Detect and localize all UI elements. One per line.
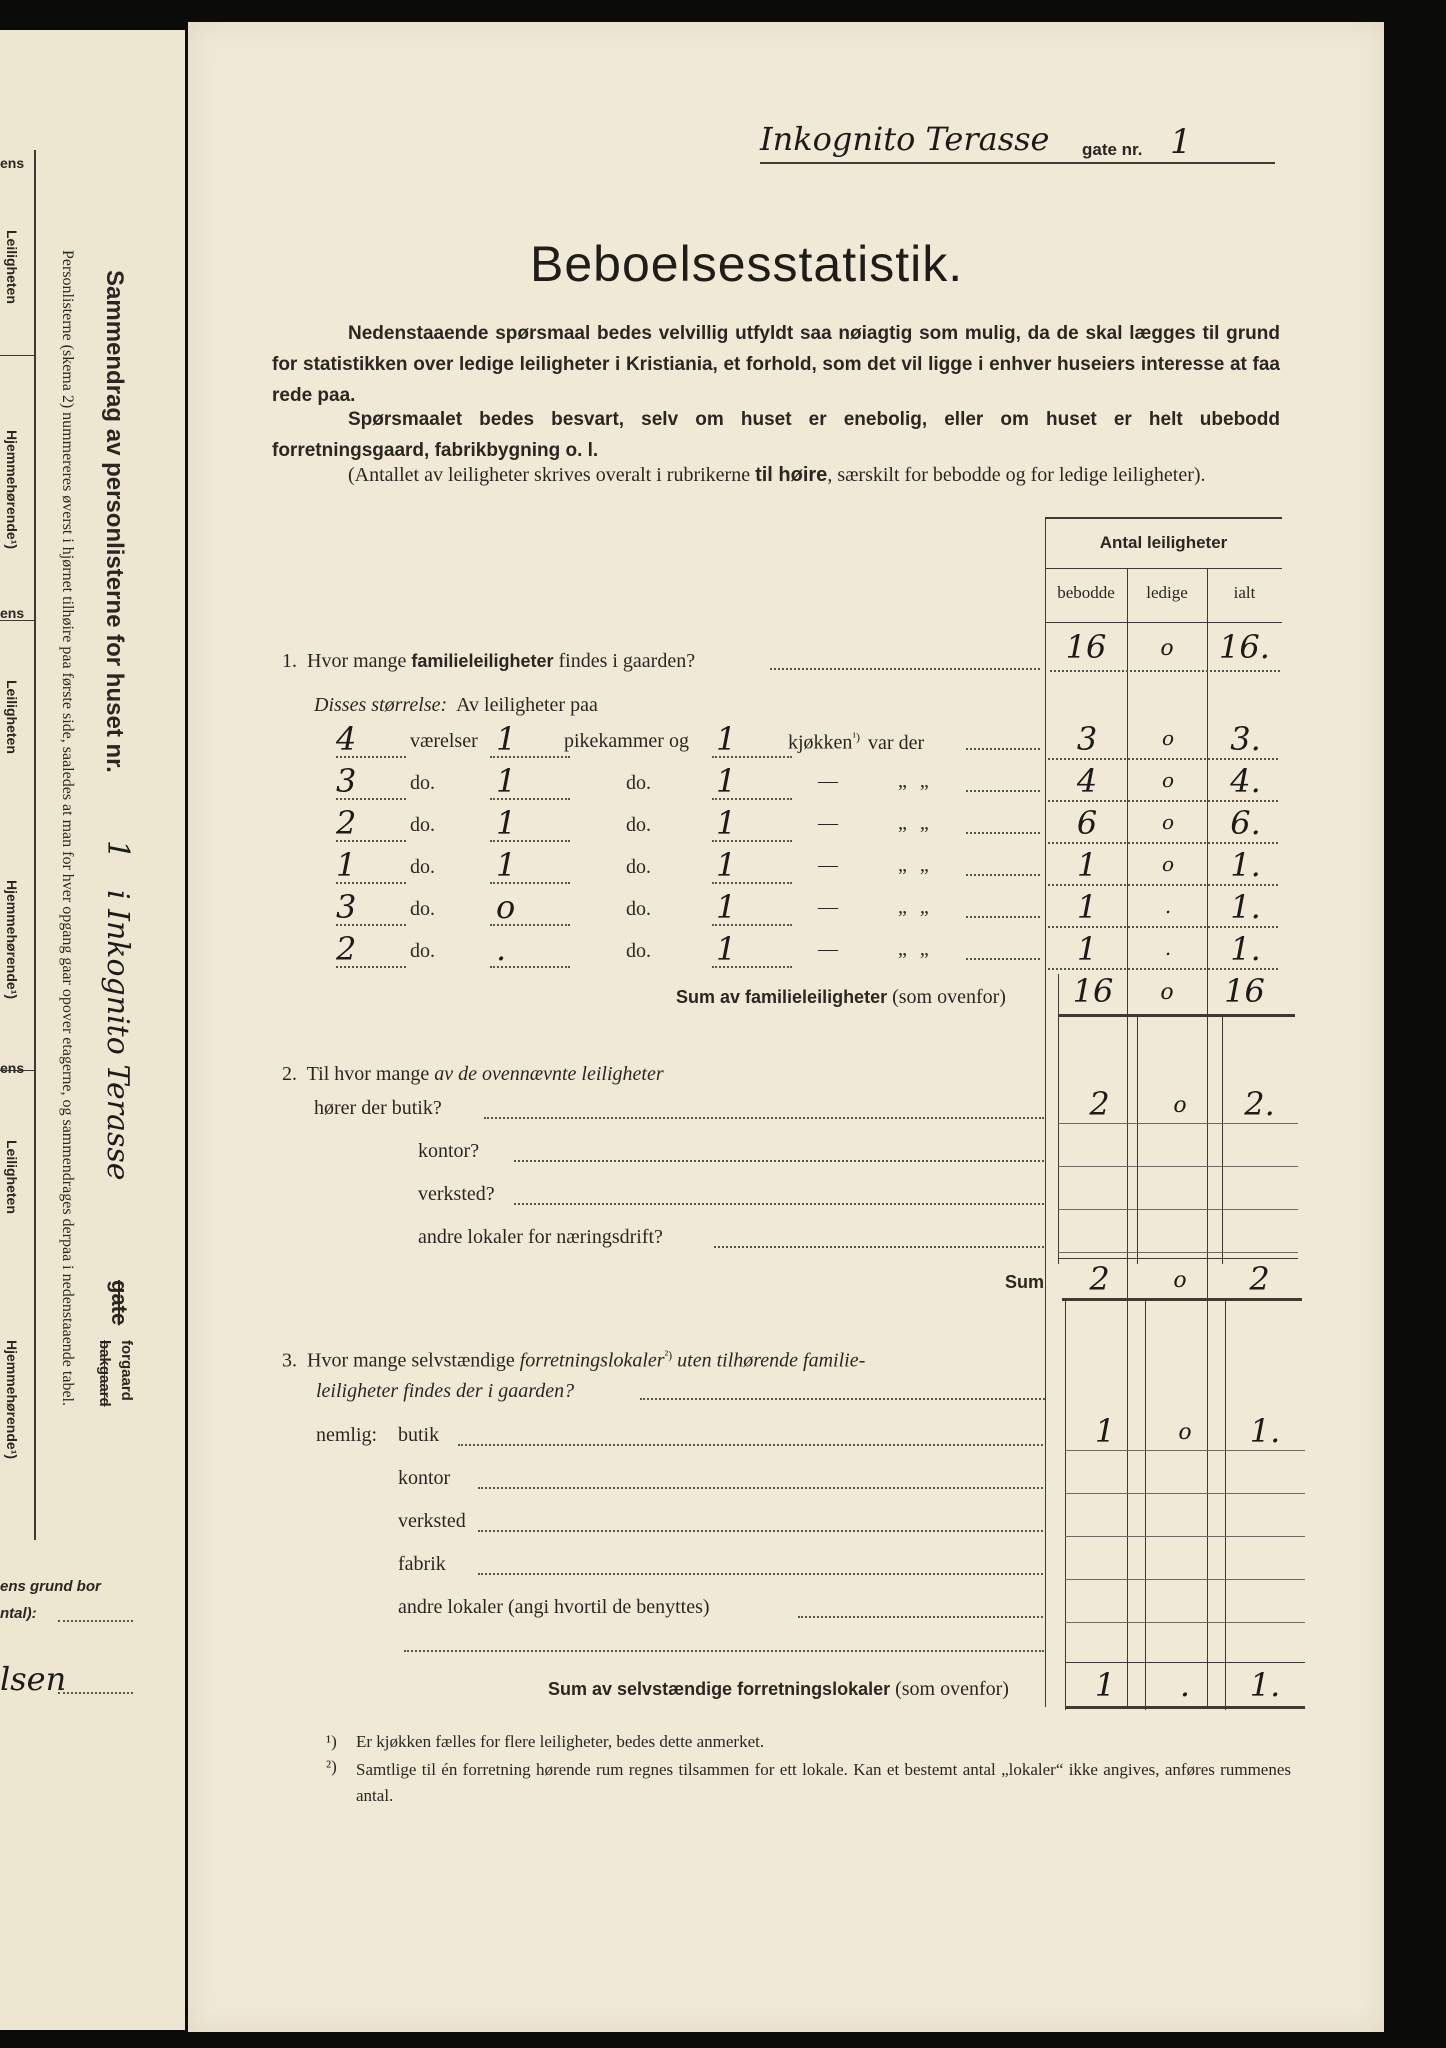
q2-item-dots — [514, 1203, 1044, 1205]
q1-ialt: 16. — [1219, 628, 1270, 666]
header-rule — [760, 162, 1275, 164]
dotted-blank — [712, 798, 792, 800]
row-dots — [966, 874, 1040, 876]
kitchen-sup: ¹) — [852, 730, 861, 744]
q2-item-label: verksted? — [418, 1183, 495, 1205]
ialt-value: 6. — [1230, 804, 1261, 842]
rooms-label: do. — [410, 856, 435, 878]
left-page-bakgaard: bakgaard — [96, 1340, 113, 1407]
answer-dots — [1048, 968, 1278, 970]
ialt-value: 1. — [1230, 930, 1261, 968]
q2-bebodde: 2 — [1089, 1085, 1110, 1123]
q2-rows — [314, 1085, 1294, 1265]
table-top-rule — [1045, 517, 1282, 519]
rooms-value: 2 — [336, 804, 357, 842]
maid-label: pikekammer og — [564, 730, 689, 752]
left-page — [0, 30, 185, 2030]
table-header-rule — [1045, 568, 1282, 569]
rooms-value: 4 — [336, 720, 357, 758]
q3-item-dots — [798, 1616, 1043, 1618]
rooms-value: 3 — [336, 762, 357, 800]
q2-answer-rule — [1058, 1123, 1298, 1124]
q2-answer-rule — [1058, 1209, 1298, 1210]
q3-ledige: o — [1178, 1420, 1192, 1445]
kitchen-value: 1 — [716, 930, 737, 968]
left-signature: lsen — [0, 1660, 67, 1698]
dotted-blank — [490, 882, 570, 884]
dotted-blank — [490, 924, 570, 926]
ledige-value: . — [1164, 936, 1172, 960]
dotted-blank — [336, 756, 406, 758]
gate-label: gate nr. — [1082, 140, 1143, 159]
q1-sum-label: Sum av familieleiligheter (som ovenfor) — [676, 986, 1006, 1008]
left-dotted — [58, 1692, 133, 1694]
maid-value: 1 — [496, 804, 517, 842]
ditto-mark: „ „ — [898, 812, 933, 834]
q3-answer-rule — [1065, 1622, 1305, 1623]
maid-value: 1 — [496, 762, 517, 800]
dotted-blank — [336, 966, 406, 968]
q2-item-label: andre lokaler for næringsdrift? — [418, 1226, 663, 1248]
q2-sum-label: Sum — [1005, 1272, 1045, 1292]
bebodde-value: 1 — [1076, 930, 1098, 968]
intro-paragraph-3: (Antallet av leiligheter skrives overalt i rubrikerne til høire, særskilt for bebodde og for ledige leiligheter). — [348, 464, 1206, 486]
maid-label: do. — [626, 898, 651, 920]
rooms-label: do. — [410, 898, 435, 920]
bebodde-value: 1 — [1076, 888, 1098, 926]
q3-question-cont: leiligheter findes der i gaarden? — [316, 1380, 575, 1402]
bebodde-value: 6 — [1076, 804, 1098, 842]
q1-sum-rule — [1058, 1014, 1295, 1017]
q3-item-dots — [478, 1487, 1043, 1489]
rooms-label: do. — [410, 772, 435, 794]
were-word: var der — [868, 731, 925, 754]
left-tab: ens — [0, 155, 25, 171]
left-page-street: i Inkognito Terasse — [100, 890, 135, 1181]
q3-item-label: kontor — [398, 1467, 451, 1489]
kitchen-label — [788, 730, 924, 755]
q3-item-dots — [478, 1573, 1043, 1575]
q2-item-dots — [514, 1160, 1044, 1162]
q3-dots — [640, 1398, 1045, 1400]
rooms-label: do. — [410, 814, 435, 836]
left-tab: Hjemmehørende¹) — [4, 430, 20, 550]
left-tab: Hjemmehørende¹) — [4, 1340, 20, 1460]
ledige-value: o — [1161, 768, 1175, 792]
left-tab: Hjemmehørende¹) — [4, 880, 20, 1000]
left-page-number: 1 — [100, 840, 135, 860]
footnote-1-mark: ¹) — [326, 1732, 337, 1751]
q2-sum-bebodde: 2 — [1089, 1260, 1110, 1298]
q1-question: 1. Hvor mange familieleiligheter findes i gaarden? — [282, 650, 696, 672]
q3-item-dots — [478, 1530, 1043, 1532]
ialt-value: 1. — [1230, 846, 1261, 884]
ledige-value: o — [1161, 810, 1175, 834]
q3-answer-rule — [1065, 1579, 1305, 1580]
table-header-group: Antal leiligheter — [1099, 533, 1228, 552]
ditto-dash: — — [818, 896, 838, 918]
kitchen-value: 1 — [716, 804, 737, 842]
q3-sum-rule — [1065, 1706, 1305, 1709]
intro-paragraph-1: Nedenstaaende spørsmaal bedes velvillig utfyldt saa nøiagtig som mulig, da de skal lægges til grund for statistikken over ledige leiligheter i Kristiania, et forhold, som det vil ligge i enhver huseiers interesse at faa rede paa. — [272, 323, 1280, 406]
ditto-dash: — — [818, 812, 838, 834]
q3-blank-line — [404, 1650, 1044, 1652]
dotted-blank — [712, 924, 792, 926]
q2-sum-rule — [1062, 1298, 1302, 1301]
ditto-mark: „ „ — [898, 770, 933, 792]
answer-dots — [1048, 758, 1278, 760]
q2-item-label: kontor? — [418, 1140, 480, 1162]
q2-ialt: 2. — [1244, 1085, 1275, 1123]
kitchen-value: 1 — [716, 888, 737, 926]
ialt-value: 4. — [1230, 762, 1261, 800]
q1-sum-ialt: 16 — [1224, 972, 1265, 1010]
left-tab: ens — [0, 1060, 25, 1076]
ditto-dash: — — [818, 854, 838, 876]
dotted-blank — [712, 966, 792, 968]
kitchen-word: kjøkken — [788, 731, 853, 754]
q2-question: 2. Til hvor mange av de ovennævnte leiligheter — [282, 1063, 664, 1085]
rooms-value: 2 — [336, 930, 357, 968]
maid-value: . — [496, 930, 507, 968]
q1-dots — [770, 668, 1040, 670]
left-rule — [34, 150, 36, 1540]
q2-sum-ledige: o — [1173, 1268, 1187, 1293]
house-number: 1 — [1170, 122, 1192, 162]
row-dots — [966, 790, 1040, 792]
q1-ledige: o — [1160, 636, 1174, 661]
left-bottom-text: ens grund bor — [0, 1578, 101, 1595]
table-header-bottom — [1045, 622, 1282, 623]
rooms-label: værelser — [410, 730, 478, 752]
left-tab: Leiligheten — [4, 680, 20, 754]
dotted-blank — [712, 882, 792, 884]
footnote-2: Samtlige til én forretning hørende rum regnes tilsammen for ett lokale. Kan et bestemt antal „lokaler“ ikke angives, anføres rummenes antal. — [356, 1760, 1291, 1805]
row-dots — [966, 916, 1040, 918]
q1-sum-bebodde: 16 — [1072, 972, 1114, 1010]
kitchen-value: 1 — [716, 846, 737, 884]
kitchen-value: 1 — [716, 762, 737, 800]
q2-item-label: hører der butik? — [314, 1097, 442, 1119]
ditto-mark: „ „ — [898, 896, 933, 918]
rooms-value: 1 — [336, 846, 357, 884]
ialt-value: 1. — [1230, 888, 1261, 926]
dotted-blank — [336, 882, 406, 884]
q3-prefix: nemlig: — [316, 1424, 378, 1446]
q2-sum-top — [1058, 1258, 1298, 1259]
answer-dots — [1048, 842, 1278, 844]
maid-value: 1 — [496, 720, 517, 758]
left-tab: ens — [0, 605, 25, 621]
q2-answer-rule — [1058, 1166, 1298, 1167]
left-page-instructions: Personlisterne (skema 2) nummereres øverst i hjørnet tilhøire paa første side, saaledes at man for hver opgang gaar opover etagerne, og sammendrages derpaa i nedenstaaende tabel. — [59, 250, 76, 1406]
q2-item-dots — [484, 1117, 1044, 1119]
ialt-value: 3. — [1230, 720, 1261, 758]
left-tab: Leiligheten — [4, 1140, 20, 1214]
q3-item-label: fabrik — [398, 1553, 446, 1575]
answer-dots — [1048, 926, 1278, 928]
left-dotted — [58, 1620, 133, 1622]
q3-item-label: verksted — [398, 1510, 466, 1532]
ditto-dash: — — [818, 770, 838, 792]
dotted-blank — [712, 840, 792, 842]
row-dots — [966, 748, 1040, 750]
kitchen-value: 1 — [716, 720, 737, 758]
dotted-blank — [490, 966, 570, 968]
q3-question: 3. Hvor mange selvstændige forretningslokaler$^{^2)}$ uten tilhørende familie- — [282, 1348, 866, 1372]
col-header-ialt: ialt — [1233, 583, 1256, 602]
dotted-blank — [336, 798, 406, 800]
q2-ledige: o — [1173, 1093, 1187, 1118]
rooms-value: 3 — [336, 888, 357, 926]
answer-dots — [1048, 884, 1278, 886]
maid-label: do. — [626, 940, 651, 962]
footnote-2-mark: ²) — [326, 1757, 337, 1776]
dotted-blank — [490, 840, 570, 842]
q3-sum-top — [1065, 1662, 1305, 1663]
rooms-label: do. — [410, 940, 435, 962]
q3-item-label: butik — [398, 1424, 440, 1446]
q3-answer-rule — [1065, 1493, 1305, 1494]
q3-sum-label: Sum av selvstændige forretningslokaler (som ovenfor) — [548, 1678, 1009, 1700]
row-dots — [966, 958, 1040, 960]
left-rule-h — [0, 355, 34, 356]
ledige-value: o — [1161, 726, 1175, 750]
q3-item-label: andre lokaler (angi hvortil de benyttes) — [398, 1596, 710, 1618]
q2-answer-rule — [1058, 1252, 1298, 1253]
page-title: Beboelsesstatistik. — [530, 236, 964, 292]
q2-sum-ialt: 2 — [1249, 1260, 1270, 1298]
ditto-mark: „ „ — [898, 854, 933, 876]
col-header-ledige: ledige — [1146, 583, 1188, 602]
q3-sum-ledige: . — [1179, 1666, 1191, 1704]
maid-value: o — [496, 888, 516, 926]
left-tab: Leiligheten — [4, 230, 20, 304]
intro-paragraph-2: Spørsmaalet bedes besvart, selv om huset er enebolig, eller om huset er helt ubebodd forretningsgaard, fabrikbygning o. l. — [272, 409, 1280, 461]
q3-ialt: 1. — [1249, 1412, 1281, 1450]
q1-sizes: Disses størrelse: Av leiligheter paa — [314, 694, 598, 716]
maid-label: do. — [626, 772, 651, 794]
q3-rows — [398, 1412, 1298, 1662]
q3-answer-rule — [1065, 1536, 1305, 1537]
bebodde-value: 1 — [1076, 846, 1098, 884]
q3-bebodde: 1 — [1094, 1412, 1116, 1450]
answer-dots — [1048, 800, 1278, 802]
dotted-blank — [336, 840, 406, 842]
bebodde-value: 3 — [1076, 720, 1098, 758]
col-header-bebodde: bebodde — [1057, 583, 1115, 602]
ledige-value: o — [1161, 852, 1175, 876]
left-page-forgaard: forgaard — [118, 1340, 135, 1401]
ledige-value: . — [1164, 894, 1172, 918]
dotted-blank — [712, 756, 792, 758]
ditto-dash: — — [818, 938, 838, 960]
maid-label: do. — [626, 814, 651, 836]
q1-answer-dots — [1050, 670, 1280, 672]
left-page-gate: gate — [107, 1280, 132, 1326]
left-bottom-text: ntal): — [0, 1605, 37, 1622]
q1-size-rows — [336, 720, 1261, 970]
row-dots — [966, 832, 1040, 834]
footnote-1: Er kjøkken fælles for flere leiligheter, bedes dette anmerket. — [356, 1732, 765, 1751]
q3-item-dots — [458, 1444, 1043, 1446]
q3-sum-ialt: 1. — [1249, 1666, 1281, 1704]
q2-item-dots — [714, 1246, 1044, 1248]
left-page-title: Sammendrag av personlisterne for huset nr. — [101, 270, 128, 773]
dotted-blank — [490, 756, 570, 758]
ditto-mark: „ „ — [898, 938, 933, 960]
maid-label: do. — [626, 856, 651, 878]
dotted-blank — [336, 924, 406, 926]
q3-sum-bebodde: 1 — [1094, 1666, 1116, 1704]
q3-answer-rule — [1065, 1450, 1305, 1451]
maid-value: 1 — [496, 846, 517, 884]
dotted-blank — [490, 798, 570, 800]
q1-sum-ledige: o — [1160, 980, 1174, 1005]
q1-bebodde: 16 — [1065, 628, 1107, 666]
street-name: Inkognito Terasse — [760, 120, 1050, 158]
bebodde-value: 4 — [1076, 762, 1098, 800]
